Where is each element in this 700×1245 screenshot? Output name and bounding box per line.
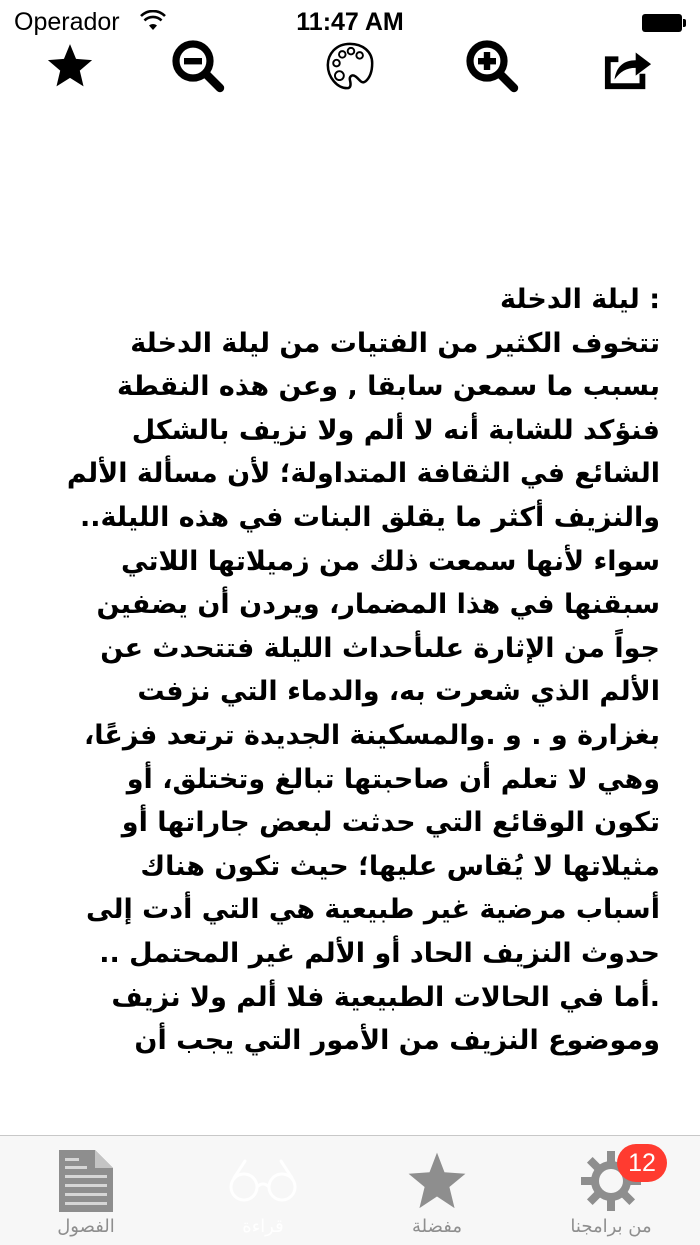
article-line: وهي لا تعلم أن صاحبتها تبالغ وتختلق، أو <box>126 763 660 795</box>
article-line: بسبب ما سمعن سابقا , وعن هذه النقطة <box>116 371 660 403</box>
article-line: وموضوع النزيف من الأمور التي يجب أن <box>134 1025 660 1057</box>
article-line: جواً من الإثارة علىأحداث الليلة فتتحدث عن <box>100 632 660 664</box>
share-icon <box>600 41 656 91</box>
tab-label: من برامجنا <box>570 1216 652 1237</box>
star-icon <box>43 41 97 91</box>
clock: 11:47 AM <box>296 8 404 36</box>
article-line: تتخوف الكثير من الفتيات من ليلة الدخلة <box>130 327 660 359</box>
glasses-icon <box>228 1146 298 1216</box>
favorite-button[interactable] <box>40 38 100 94</box>
zoom-out-button[interactable] <box>168 38 228 94</box>
share-button[interactable] <box>598 38 658 94</box>
article-line: الألم الذي شعرت به، والدماء التي نزفت <box>137 676 660 708</box>
tab-chapters[interactable] <box>16 1136 156 1245</box>
zoom-in-button[interactable] <box>462 38 522 94</box>
tab-bar <box>0 1135 700 1245</box>
article-line: مثيلاتها لا يُقاس عليها؛ حيث تكون هناك <box>140 850 660 882</box>
zoom-in-icon <box>464 38 520 94</box>
article-line: والنزيف أكثر ما يقلق البنات في هذه الليلة.. <box>80 501 660 533</box>
article-line: تكون الوقائع التي حدثت لبعض جاراتها أو <box>121 807 660 839</box>
star-icon <box>402 1146 472 1216</box>
article-line: الشائع في الثقافة المتداولة؛ لأن مسألة الألم <box>66 458 660 490</box>
battery-full-icon <box>642 14 686 32</box>
tab-label: قراءة <box>242 1216 284 1237</box>
tab-label: مفضلة <box>412 1216 462 1237</box>
tab-our-apps[interactable] <box>541 1136 681 1245</box>
article-line: فنؤكد للشابة أنه لا ألم ولا نزيف بالشكل <box>131 414 660 446</box>
article-line: سبقنها في هذا المضمار، ويردن أن يضفين <box>96 589 660 621</box>
zoom-out-icon <box>170 38 226 94</box>
tab-label: الفصول <box>57 1216 115 1237</box>
tab-reading[interactable] <box>193 1136 333 1245</box>
article-line: سواء لأنها سمعت ذلك من زميلاتها اللاتي <box>121 545 660 577</box>
article-line: بغزارة و . و .والمسكينة الجديدة ترتعد فزعًا، <box>83 719 660 751</box>
article-line: .أما في الحالات الطبيعية فلا ألم ولا نزيف <box>111 981 660 1013</box>
article-text <box>40 278 660 1063</box>
theme-button[interactable] <box>320 38 380 94</box>
tab-favorites[interactable] <box>367 1136 507 1245</box>
document-icon <box>51 1146 121 1216</box>
notification-badge: 12 <box>617 1144 667 1182</box>
article-heading: : ليلة الدخلة <box>500 284 660 315</box>
carrier-name: Operador <box>14 8 120 36</box>
palette-icon <box>323 39 377 93</box>
reader-toolbar <box>0 38 700 94</box>
article-line: حدوث النزيف الحاد أو الألم غير المحتمل .. <box>99 937 660 969</box>
article-line: أسباب مرضية غير طبيعية هي التي أدت إلى <box>86 894 660 926</box>
